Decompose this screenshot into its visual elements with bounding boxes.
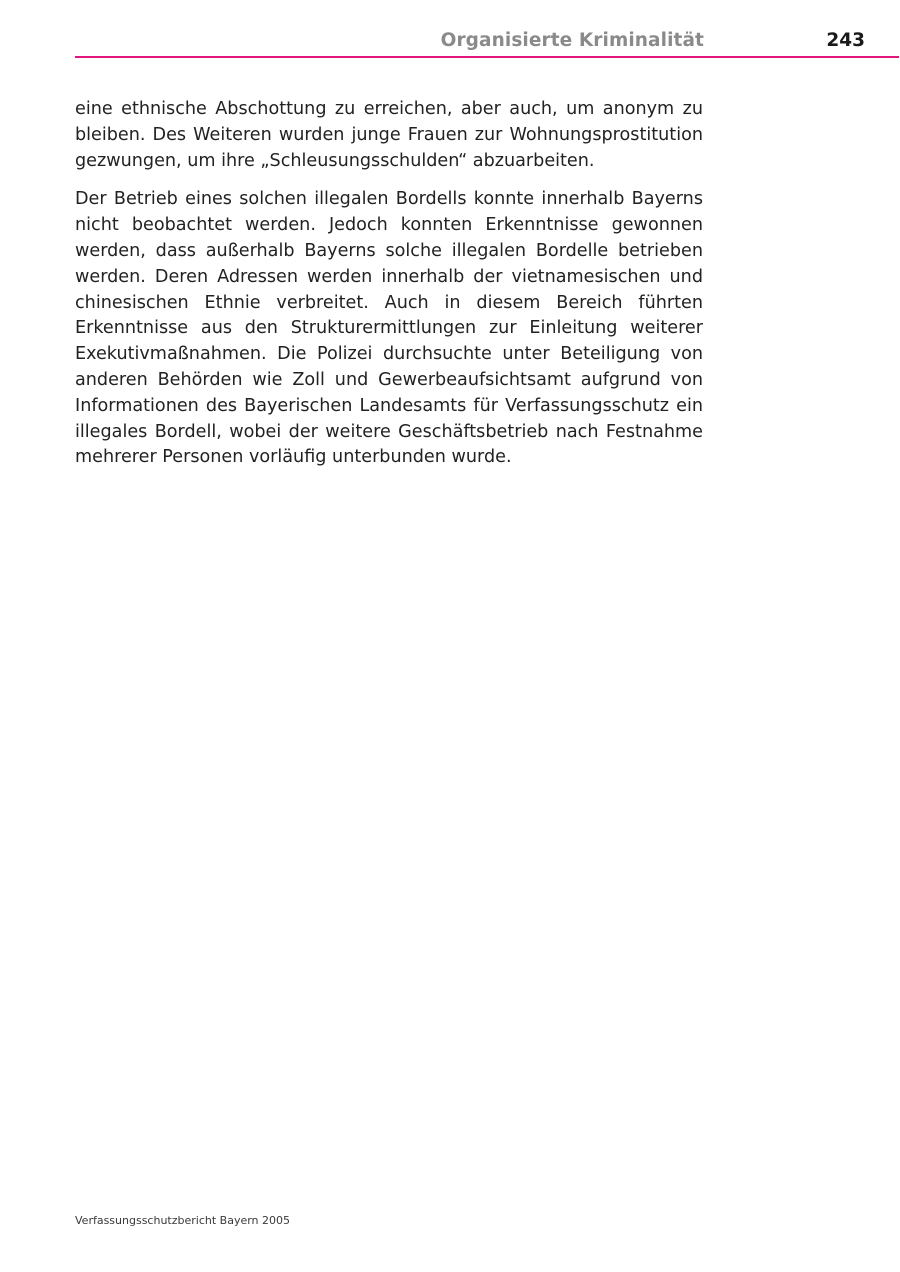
main-text	[75, 97, 703, 484]
header-divider	[75, 56, 899, 58]
section-title: Organisierte Kriminalität	[440, 30, 704, 51]
paragraph-2: Der Betrieb eines solchen illegalen Bordells konnte innerhalb Bayerns nicht beobachtet werden. Jedoch konnten Erkenntnisse gewonnen werden, dass außerhalb Bayerns solche illegalen Bordelle betrieben werden. Deren Adressen werden innerhalb der vietnamesischen und chinesischen Ethnie verbreitet. Auch in diesem Bereich führten Erkenntnisse aus den Strukturermittlungen zur Einleitung weiterer Exekutivmaßnahmen. Die Polizei durchsuchte unter Beteiligung von anderen Behörden wie Zoll und Gewerbeaufsichtsamt aufgrund von Informationen des Bayerischen Landesamts für Verfassungsschutz ein illegales Bordell, wobei der weitere Geschäftsbetrieb nach Festnahme mehrerer Personen vorläufig unterbunden wurde.	[75, 189, 703, 468]
page-header	[75, 26, 899, 58]
page-number: 243	[826, 30, 865, 51]
page-footer: Verfassungsschutzbericht Bayern 2005	[75, 1214, 291, 1227]
paragraph-1: eine ethnische Abschottung zu erreichen, aber auch, um anonym zu bleiben. Des Weiteren wurden junge Frauen zur Wohnungsprostitution gezwungen, um ihre „Schleusungsschulden“ abzuarbeiten.	[75, 99, 703, 171]
